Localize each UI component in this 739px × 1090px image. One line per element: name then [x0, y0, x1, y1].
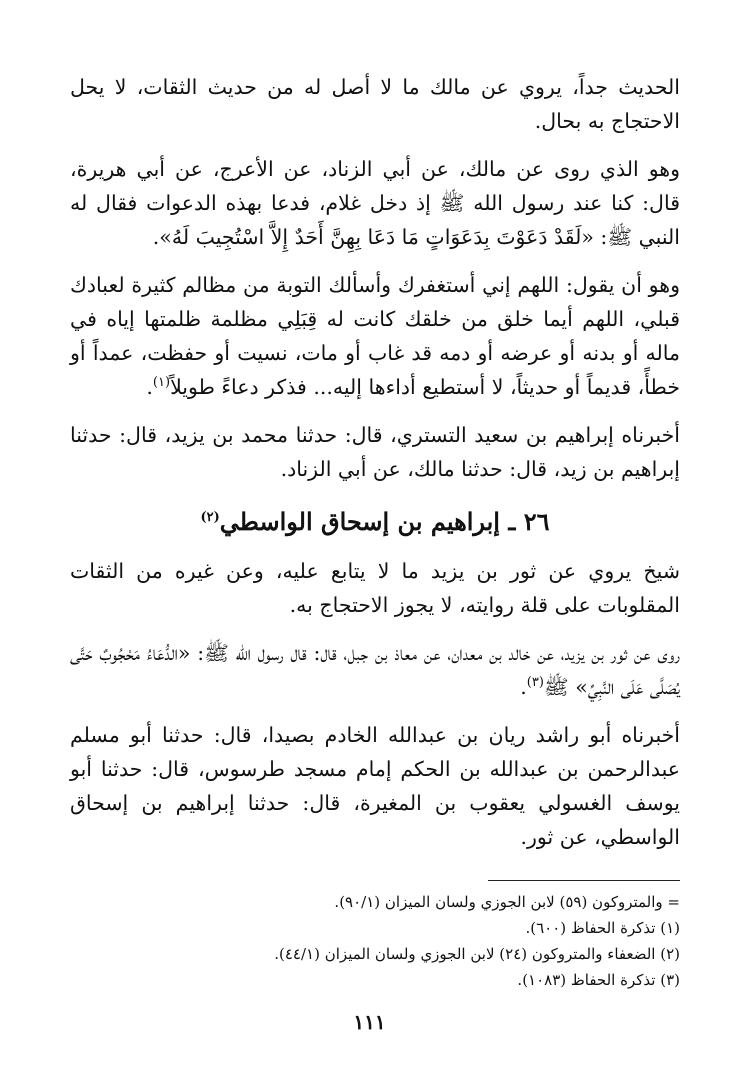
footnote-ref-1: (١) [152, 375, 171, 391]
footnote-separator [488, 880, 680, 881]
paragraph-6-end: . [520, 675, 527, 699]
paragraph-5: شيخ يروي عن ثور بن يزيد ما لا يتابع عليه، وعن غيره من الثقات المقلوبات على قلة روايته، لا يجوز الاحتجاج به. [70, 559, 680, 617]
page-number: ١١١ [353, 1010, 386, 1034]
footnote-3: (٣) تذكرة الحفاظ (١٠٨٣). [517, 971, 680, 989]
footnote-ref-2: (٢) [200, 510, 220, 525]
paragraph-3-text: وهو أن يقول: اللهم إني أستغفرك وأسألك التوبة من مظالم كثيرة لعبادك قبلي، اللهم أيما خلق من خلقك كانت له قِبَلِي مظلمة ظلمتها إياه في ماله أو بدنه أو عرضه أو دمه قد غاب أو مات، نسيت أو حفظت، عمداً أو خطأً، قديماً أو حديثاً، لا أستطيع أداءها إليه... فذكر دعاءً طويلاً [70, 273, 680, 399]
paragraph-1: الحديث جداً، يروي عن مالك ما لا أصل له من حديث الثقات، لا يحل الاحتجاج به بحال. [70, 75, 680, 133]
paragraph-4: أخبرناه إبراهيم بن سعيد التستري، قال: حدثنا محمد بن يزيد، قال: حدثنا إبراهيم بن زيد، قال: حدثنا مالك، عن أبي الزناد. [70, 423, 680, 481]
paragraph-3-end: . [146, 375, 153, 399]
paragraph-3 [70, 268, 680, 404]
footnote-ref-3: (٣) [526, 675, 544, 691]
section-heading [70, 504, 680, 540]
footnote-continued: = والمتروكون (٥٩) لابن الجوزي ولسان الميزان (٩٠/١). [334, 893, 680, 911]
footnote-2: (٢) الضعفاء والمتروكون (٢٤) لابن الجوزي ولسان الميزان (٤٤/١). [274, 945, 680, 963]
paragraph-7: أخبرناه أبو راشد ريان بن عبدالله الخادم بصيدا، قال: حدثنا أبو مسلم عبدالرحمن بن عبدالله بن الحكم إمام مسجد طرسوس، قال: حدثنا أبو يوسف الغسولي يعقوب بن المغيرة، قال: حدثنا إبراهيم بن إسحاق الواسطي، عن ثور. [70, 723, 680, 849]
paragraph-6 [70, 636, 680, 704]
page-body [70, 70, 680, 868]
paragraph-6-text: روى عن ثور بن يزيد، عن خالد بن معدان، عن معاذ بن جبل، قال: قال رسول الله ﷺ: «الدُّعَاءُ مَحْجُوبٌ حَتَّى يُصَلَّى عَلَى النَّبِيِّ» ﷺ [70, 641, 680, 699]
footnotes [70, 880, 680, 993]
paragraph-2: وهو الذي روى عن مالك، عن أبي الزناد، عن الأعرج، عن أبي هريرة، قال: كنا عند رسول الله ﷺ إذ دخل غلام، فدعا بهذه الدعوات فقال له النبي ﷺ: «لَقَدْ دَعَوْتَ بِدَعَوَاتٍ مَا دَعَا بِهِنَّ أَحَدٌ إِلاَّ اسْتُجِيبَ لَهُ». [70, 157, 680, 249]
footnote-1: (١) تذكرة الحفاظ (٦٠٠). [525, 919, 680, 937]
section-heading-text: ٢٦ ـ إبراهيم بن إسحاق الواسطي [219, 507, 550, 536]
